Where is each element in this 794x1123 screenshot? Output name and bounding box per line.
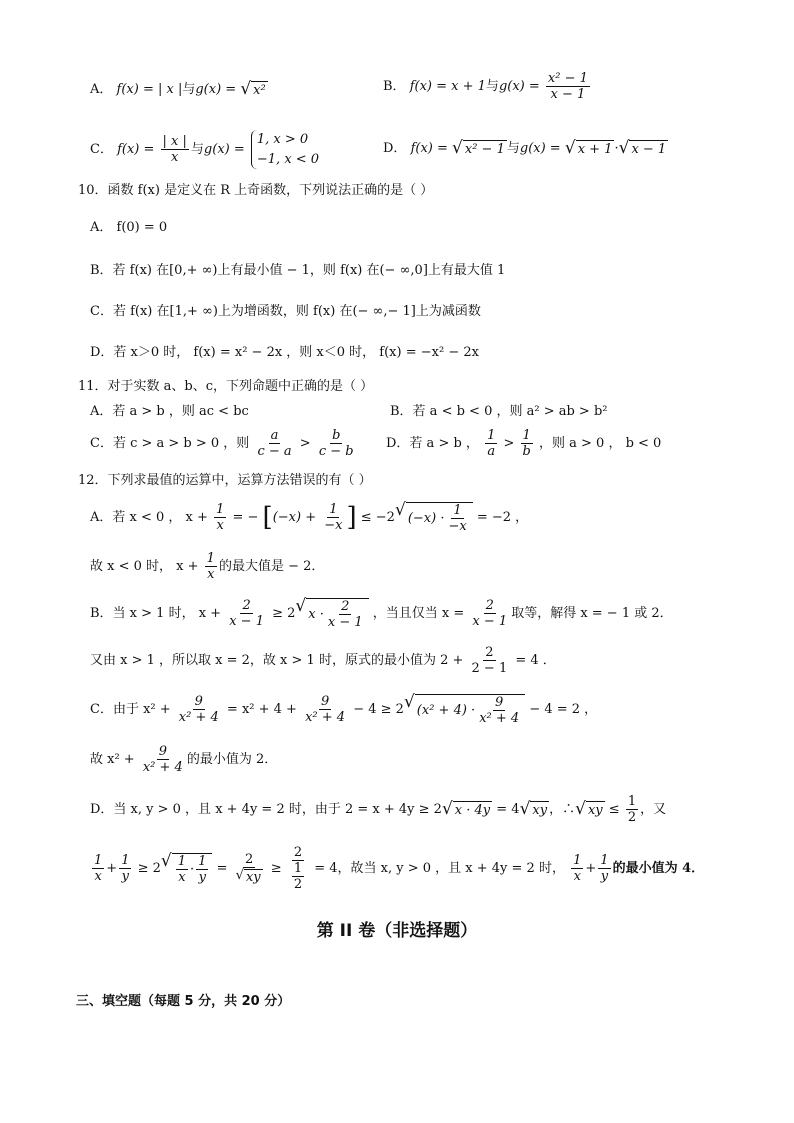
option-label: A． <box>90 82 113 97</box>
fraction <box>214 503 226 532</box>
fraction <box>227 599 266 628</box>
sqrt-expr: √ x + 1 <box>564 138 613 158</box>
option-text: D．若 a > b ， <box>386 436 479 451</box>
denominator: −x <box>324 518 343 533</box>
radicand: (x² + 4) · <box>416 703 476 718</box>
radicand: x² − 1 <box>464 142 505 157</box>
conj-text: 与 <box>506 141 520 156</box>
denominator: 2 − 1 <box>471 661 508 676</box>
conj-text: 与 <box>485 79 499 94</box>
conj-text: 与 <box>182 82 196 97</box>
denominator: x − 1 <box>229 614 264 629</box>
denominator: x <box>573 869 581 884</box>
option-label: B． <box>383 79 406 94</box>
q12-option-a <box>90 502 528 533</box>
operator: > <box>503 436 515 451</box>
option-text: = 4，故当 x, y > 0 ，且 x + 4y = 2 时， <box>314 861 565 876</box>
fraction <box>119 854 131 883</box>
q12-option-c <box>90 694 597 725</box>
fraction <box>626 795 638 824</box>
fraction <box>470 599 509 628</box>
denominator: y <box>600 869 609 884</box>
numerator: 9 <box>194 694 203 709</box>
numerator: 1 <box>121 853 130 868</box>
denominator: a <box>487 444 496 459</box>
numerator: x² − 1 <box>547 71 588 86</box>
sqrt-expr: √ xy <box>235 868 261 885</box>
fraction <box>326 600 365 629</box>
fraction <box>177 695 221 724</box>
denominator: x² + 4 <box>178 710 219 725</box>
operator: > <box>299 436 311 451</box>
option-text: 又由 x > 1 ，所以取 x = 2，故 x > 1 时，原式的最小值为 2 + <box>90 653 464 668</box>
operator: = − <box>232 510 259 525</box>
denominator: x <box>207 567 215 582</box>
numerator: 2 <box>485 598 494 613</box>
q10-option-b: B．若 f(x) 在[0,+ ∞)上有最小值 − 1，则 f(x) 在(− ∞,0]上有最大值 1 <box>90 263 506 278</box>
numerator: 2 <box>293 845 303 860</box>
option-label: C． <box>90 142 113 157</box>
sqrt-expr: √ $\frac{1}{x}$ · $\frac{1}{y}$ <box>161 853 213 884</box>
math-expr: f(x) = <box>410 141 448 156</box>
math-expr: g(x) = <box>519 141 561 156</box>
option-text: 的最小值为 4． <box>612 861 705 876</box>
denominator: y <box>121 869 129 884</box>
q12-option-c-conclusion <box>90 745 277 774</box>
fraction <box>477 696 521 725</box>
fraction <box>521 429 533 458</box>
operator: ≥ 2 <box>272 606 296 621</box>
option-text: − 4 = 2 ， <box>529 702 598 717</box>
sqrt-expr: √ xy <box>575 799 603 819</box>
fraction <box>234 853 265 884</box>
sqrt-expr: √ x² <box>240 79 266 99</box>
radicand: x · 4y <box>454 803 491 818</box>
numerator: 1 <box>293 861 303 876</box>
denominator: c − b <box>318 444 354 459</box>
radicand: x − 1 <box>631 142 667 157</box>
option-text: ，则 a > 0 ， b < 0 <box>539 436 662 451</box>
section-3-title: 三、填空题（每题 5 分，共 20 分） <box>76 994 291 1009</box>
q10-option-c: C．若 f(x) 在[1,+ ∞)上为增函数，则 f(x) 在(− ∞,− 1]上为减函数 <box>90 304 481 319</box>
operator: + <box>106 861 118 876</box>
denominator: x − 1 <box>550 87 586 102</box>
sqrt-expr: √ (−x) · $\frac{1}{-x}$ <box>395 502 473 533</box>
sqrt-expr: √ x − 1 <box>618 138 667 158</box>
option-text: 取等，解得 x = − 1 或 2． <box>511 606 673 621</box>
option-text: D．当 x, y > 0 ，且 x + 4y = 2 时，由于 2 = x + 4y ≥ 2 <box>90 802 442 817</box>
q9-option-c <box>90 130 319 169</box>
q12-stem: 12．下列求最值的运算中，运算方法错误的有（ ） <box>78 473 372 488</box>
operator: ≥ <box>270 861 282 876</box>
denominator: y <box>198 870 206 885</box>
fraction <box>317 429 356 458</box>
numerator: 1 <box>177 854 187 869</box>
right-bracket: ] <box>346 502 357 533</box>
fraction <box>571 854 583 883</box>
numerator: 1 <box>573 853 582 868</box>
option-text: = −2 ， <box>476 510 529 525</box>
numerator: b <box>332 428 341 443</box>
denominator: x − 1 <box>472 614 508 629</box>
denominator: x <box>94 869 102 884</box>
operator: ≥ 2 <box>137 861 161 876</box>
fraction <box>288 846 308 891</box>
denominator: x² + 4 <box>479 711 520 726</box>
numerator: 1 <box>522 428 531 443</box>
fraction <box>176 855 188 884</box>
radicand: x + 1 <box>577 142 613 157</box>
option-text: = 4 ． <box>515 653 556 668</box>
numerator: 1 <box>487 428 496 443</box>
option-text: C．若 c > a > b > 0 ，则 <box>90 436 250 451</box>
fraction <box>470 646 510 675</box>
q11-option-d <box>386 429 661 458</box>
numerator: 2 <box>341 599 350 614</box>
radicand: xy <box>532 803 548 818</box>
section-2-title: 第 II 卷（非选择题） <box>316 921 478 941</box>
numerator: 9 <box>320 694 330 709</box>
denominator: x² + 4 <box>305 710 346 725</box>
q9-option-a <box>90 81 268 98</box>
radicand: xy <box>245 870 261 885</box>
option-text: ，∴ <box>549 802 576 817</box>
math-expr: f(x) = | x | <box>116 82 183 97</box>
q9-option-b <box>383 72 592 101</box>
q12-option-b-conclusion <box>90 646 556 675</box>
denominator: b <box>522 444 531 459</box>
numerator: 1 <box>600 853 609 868</box>
q9-option-d <box>383 140 668 157</box>
sqrt-expr: √ x · 4y <box>441 799 491 819</box>
fraction <box>161 135 189 164</box>
numerator: 1 <box>216 502 225 517</box>
operator: = x² + 4 + <box>226 702 297 717</box>
q12-option-d <box>90 795 666 824</box>
option-text: 故 x < 0 时， x + <box>90 559 199 574</box>
fraction <box>446 504 468 533</box>
sqrt-expr: √ xy <box>519 799 548 819</box>
denominator: c − a <box>257 444 292 459</box>
denominator: x² + 4 <box>142 760 183 775</box>
dot-operator: · <box>614 141 619 156</box>
fraction <box>141 745 185 774</box>
numerator: 2 <box>244 852 254 867</box>
operator: − 4 ≥ 2 <box>353 702 404 717</box>
option-text: C．由于 x² + <box>90 702 171 717</box>
numerator: 1 <box>453 503 462 518</box>
numerator: 1 <box>206 551 215 566</box>
fraction <box>303 695 347 724</box>
q10-option-a: A． f(0) = 0 <box>90 220 168 235</box>
math-expr: g(x) = <box>498 79 540 94</box>
fraction <box>546 72 590 101</box>
option-label: D． <box>383 141 407 156</box>
radicand: x² <box>253 83 266 98</box>
sqrt-expr: √ x² − 1 <box>452 138 505 158</box>
numerator: 2 <box>242 598 251 613</box>
option-text: ，当且仅当 x = <box>372 606 465 621</box>
numerator: 1 <box>627 794 637 809</box>
radicand: xy <box>587 803 603 818</box>
math-expr: f(x) = <box>117 142 155 157</box>
q10-option-d: D．若 x＞0 时， f(x) = x² − 2x ，则 x＜0 时， f(x) = −x² − 2x <box>90 345 479 360</box>
case-line: 1, x > 0 <box>256 132 309 147</box>
option-text: 的最小值为 2． <box>186 752 278 767</box>
q12-option-b <box>90 598 673 629</box>
option-text: B．当 x > 1 时， x + <box>90 606 222 621</box>
q11-stem: 11．对于实数 a、b、c，下列命题中正确的是（ ） <box>78 379 374 394</box>
denominator: x <box>178 870 186 885</box>
numerator: a <box>270 428 279 443</box>
left-bracket: [ <box>262 502 273 533</box>
q11-option-a: A．若 a > b ，则 ac < bc <box>90 404 249 419</box>
fraction <box>485 429 497 458</box>
numerator: 9 <box>495 695 504 710</box>
denominator: 2 <box>293 877 303 892</box>
numerator: 1 <box>198 854 207 869</box>
fraction <box>322 503 344 532</box>
operator: = <box>216 861 228 876</box>
numerator: 9 <box>158 744 167 759</box>
fraction <box>92 854 104 883</box>
denominator: x − 1 <box>327 615 363 630</box>
denominator: x <box>171 150 179 165</box>
operator: + <box>585 861 597 876</box>
q12-option-a-conclusion <box>90 552 324 581</box>
option-text: 的最大值是 − 2． <box>218 559 325 574</box>
numerator: 1 <box>94 853 103 868</box>
q10-stem: 10．函数 f(x) 是定义在 R 上奇函数，下列说法正确的是（ ） <box>78 183 434 198</box>
option-text: A．若 x < 0 ， x + <box>90 510 208 525</box>
fraction <box>205 552 217 581</box>
q11-option-b: B．若 a < b < 0 ，则 a² > ab > b² <box>390 404 608 419</box>
denominator: 2 <box>627 810 637 825</box>
q11-option-c <box>90 429 358 458</box>
fraction <box>196 855 208 884</box>
case-line: −1, x < 0 <box>256 151 320 167</box>
numerator: 1 <box>329 502 338 517</box>
fraction <box>292 862 304 891</box>
fraction <box>255 429 293 458</box>
numerator: 2 <box>485 645 494 660</box>
math-expr: g(x) = <box>195 82 237 97</box>
denominator: x <box>216 518 224 533</box>
math-expr: g(x) = <box>203 142 245 157</box>
operator: = 4 <box>496 802 520 817</box>
radicand: x · <box>308 607 324 622</box>
option-text: 故 x² + <box>90 752 135 767</box>
q12-option-d-conclusion <box>90 846 704 891</box>
piecewise-brace <box>251 130 319 169</box>
conj-text: 与 <box>190 142 204 157</box>
fraction <box>598 854 610 883</box>
math-expr: (−x) + <box>272 510 317 525</box>
operator: ≤ <box>608 802 620 817</box>
denominator: −x <box>448 519 467 534</box>
radicand: (−x) · <box>407 511 445 526</box>
math-expr: f(x) = x + 1 <box>409 79 486 94</box>
option-text: ，又 <box>640 802 667 817</box>
operator: ≤ −2 <box>360 510 395 525</box>
sqrt-expr: √ (x² + 4) · $\frac{9}{\text{x² + 4}}$ <box>404 694 525 725</box>
numerator: | x | <box>162 134 187 149</box>
sqrt-expr: √ x · $\frac{2}{x - 1}$ <box>295 598 368 629</box>
